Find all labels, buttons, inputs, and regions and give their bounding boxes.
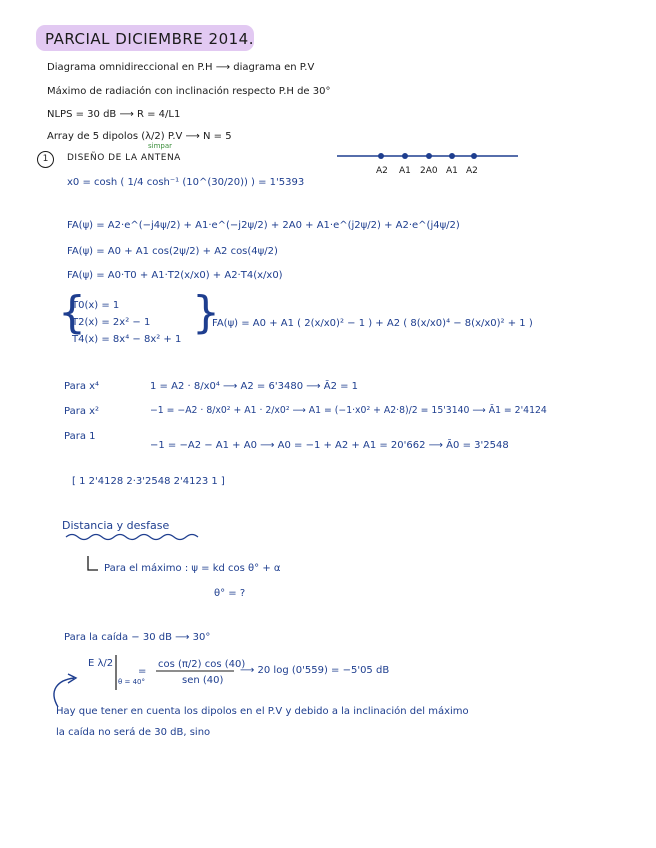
coef-1-label: Para 1: [64, 431, 96, 442]
margin-note: simpar: [148, 142, 173, 150]
e-equals: =: [138, 666, 147, 677]
chebyshev-t2: T2(x) = 2x² − 1: [72, 317, 151, 328]
max-line: Para el máximo : ψ = kd cos θ° + α: [104, 563, 281, 574]
header-line-1: Diagrama omnidireccional en P.H ⟶ diagrama en P.V: [47, 62, 315, 73]
right-brace: }: [192, 287, 220, 338]
subsection-title: Distancia y desfase: [62, 519, 170, 532]
header-line-4: Array de 5 dipolos (λ/2) P.V ⟶ N = 5: [47, 131, 232, 142]
note-line-2: la caída no será de 30 dB, sino: [56, 727, 211, 738]
page-title: PARCIAL DICIEMBRE 2014.: [45, 30, 254, 48]
array-label-4: A1: [446, 166, 458, 176]
array-label-5: A2: [466, 166, 478, 176]
fall-line: Para la caída − 30 dB ⟶ 30°: [64, 632, 211, 643]
array-label-1: A2: [376, 166, 388, 176]
header-line-2: Máximo de radiación con inclinación respecto P.H de 30°: [47, 86, 331, 97]
equation-x0: x0 = cosh ( 1/4 cosh⁻¹ (10^(30/20)) ) = 1'5393: [67, 177, 305, 188]
theta-line: θ° = ?: [214, 588, 246, 599]
header-line-3: NLPS = 30 dB ⟶ R = 4/L1: [47, 109, 181, 120]
left-brace: {: [58, 287, 86, 338]
chebyshev-t4: T4(x) = 8x⁴ − 8x² + 1: [72, 334, 182, 345]
e-subscript: θ = 40°: [118, 678, 146, 686]
array-label-3: 2A0: [420, 166, 438, 176]
section-number: 1: [37, 151, 54, 168]
equation-fa-polynomial: FA(ψ) = A0 + A1 ( 2(x/x0)² − 1 ) + A2 ( 8(x/x0)⁴ − 8(x/x0)² + 1 ): [212, 318, 533, 329]
e-lhs: E λ/2: [88, 658, 114, 669]
coef-x2-label: Para x²: [64, 406, 100, 417]
coef-x4-text: 1 = A2 · 8/x0⁴ ⟶ A2 = 6'3480 ⟶ Ā2 = 1: [150, 381, 359, 392]
array-label-2: A1: [399, 166, 411, 176]
e-denominator: sen (40): [182, 675, 224, 686]
chebyshev-t0: T0(x) = 1: [72, 300, 120, 311]
equation-fa-chebyshev: FA(ψ) = A0·T0 + A1·T2(x/x0) + A2·T4(x/x0): [67, 270, 283, 281]
equation-fa-cosine: FA(ψ) = A0 + A1 cos(2ψ/2) + A2 cos(4ψ/2): [67, 246, 278, 257]
coef-x4-label: Para x⁴: [64, 381, 100, 392]
coef-1-text: −1 = −A2 − A1 + A0 ⟶ A0 = −1 + A2 + A1 = 20'662 ⟶ Ā0 = 3'2548: [150, 440, 509, 451]
note-line-1: Hay que tener en cuenta los dipolos en el P.V y debido a la inclinación del máximo: [56, 706, 469, 717]
coef-x2-text: −1 = −A2 · 8/x0² + A1 · 2/x0² ⟶ A1 = (−1·x0² + A2·8)/2 = 15'3140 ⟶ Ā1 = 2'4124: [150, 405, 547, 416]
e-numerator: cos (π/2) cos (40): [158, 659, 246, 670]
e-result: ⟶ 20 log (0'559) = −5'05 dB: [240, 665, 390, 676]
equation-fa-exponential: FA(ψ) = A2·e^(−j4ψ/2) + A1·e^(−j2ψ/2) + 2A0 + A1·e^(j2ψ/2) + A2·e^(j4ψ/2): [67, 220, 460, 231]
result-vector: [ 1 2'4128 2·3'2548 2'4123 1 ]: [72, 476, 225, 487]
section-title: DISEÑO DE LA ANTENA: [67, 153, 181, 163]
